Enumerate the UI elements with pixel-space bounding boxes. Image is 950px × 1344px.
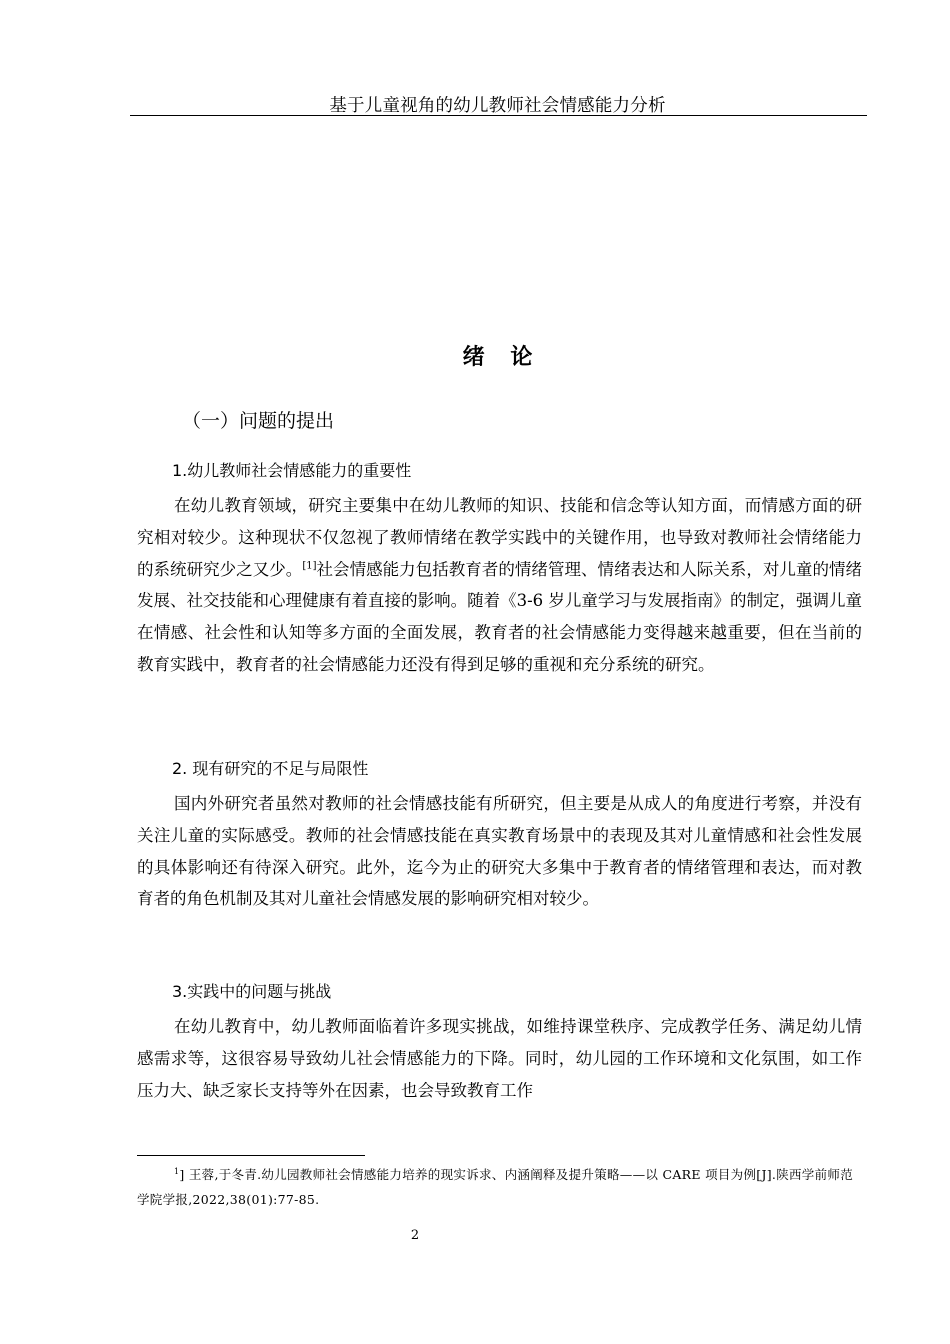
paragraph-3: 在幼儿教育中，幼儿教师面临着许多现实挑战，如维持课堂秩序、完成教学任务、满足幼儿情感需求等，这很容易导致幼儿社会情感能力的下降。同时，幼儿园的工作环境和文化氛围，如工作压力大、缺乏家长支持等外在因素，也会导致教育工作 <box>137 1017 862 1100</box>
chapter-title: 绪 论 <box>462 345 533 370</box>
subsection-heading-3: 3.实践中的问题与挑战 <box>172 982 332 1001</box>
page-number: 2 <box>410 1228 420 1243</box>
running-header: 基于儿童视角的幼儿教师社会情感能力分析 <box>329 96 666 116</box>
footnote-text: ] 王蓉,于冬青.幼儿园教师社会情感能力培养的现实诉求、内涵阐释及提升策略——以 CARE 项目为例[J].陕西学前师范学院学报,2022,38(01):77-85. <box>137 1167 854 1207</box>
paragraph-2: 国内外研究者虽然对教师的社会情感技能有所研究，但主要是从成人的角度进行考察，并没有关注儿童的实际感受。教师的社会情感技能在真实教育场景中的表现及其对儿童情感和社会性发展的具体影响还有待深入研究。此外，迄今为止的研究大多集中于教育者的情绪管理和表达，而对教育者的角色机制及其对儿童社会情感发展的影响研究相对较少。 <box>137 794 862 909</box>
header-divider <box>130 115 867 116</box>
paragraph-1-part1: 在幼儿教育领域，研究主要集中在幼儿教师的知识、技能和信念等认知方面，而情感方面的研究相对较少。这种现状不仅忽视了教师情绪在教学实践中的关键作用，也导致对教师社会情绪能力的系统研究少之又少。 <box>137 496 862 579</box>
paragraph-1 <box>137 490 862 681</box>
footnote-divider <box>137 1155 365 1156</box>
subsection-heading-1: 1.幼儿教师社会情感能力的重要性 <box>172 461 412 480</box>
paragraph-1-part2: 社会情感能力包括教育者的情绪管理、情绪表达和人际关系，对儿童的情绪发展、社交技能和心理健康有着直接的影响。随着《3-6 岁儿童学习与发展指南》的制定，强调儿童在情感、社会性和认知等多方面的全面发展，教育者的社会情感能力变得越来越重要，但在当前的教育实践中，教育者的社会情感能力还没有得到足够的重视和充分系统的研究。 <box>137 559 863 674</box>
section-heading: （一）问题的提出 <box>182 410 335 432</box>
footnote <box>137 1162 859 1212</box>
footnote-marker: 1 <box>174 1166 180 1176</box>
citation-marker[interactable]: [1] <box>302 560 317 572</box>
subsection-heading-2: 2. 现有研究的不足与局限性 <box>172 759 369 778</box>
